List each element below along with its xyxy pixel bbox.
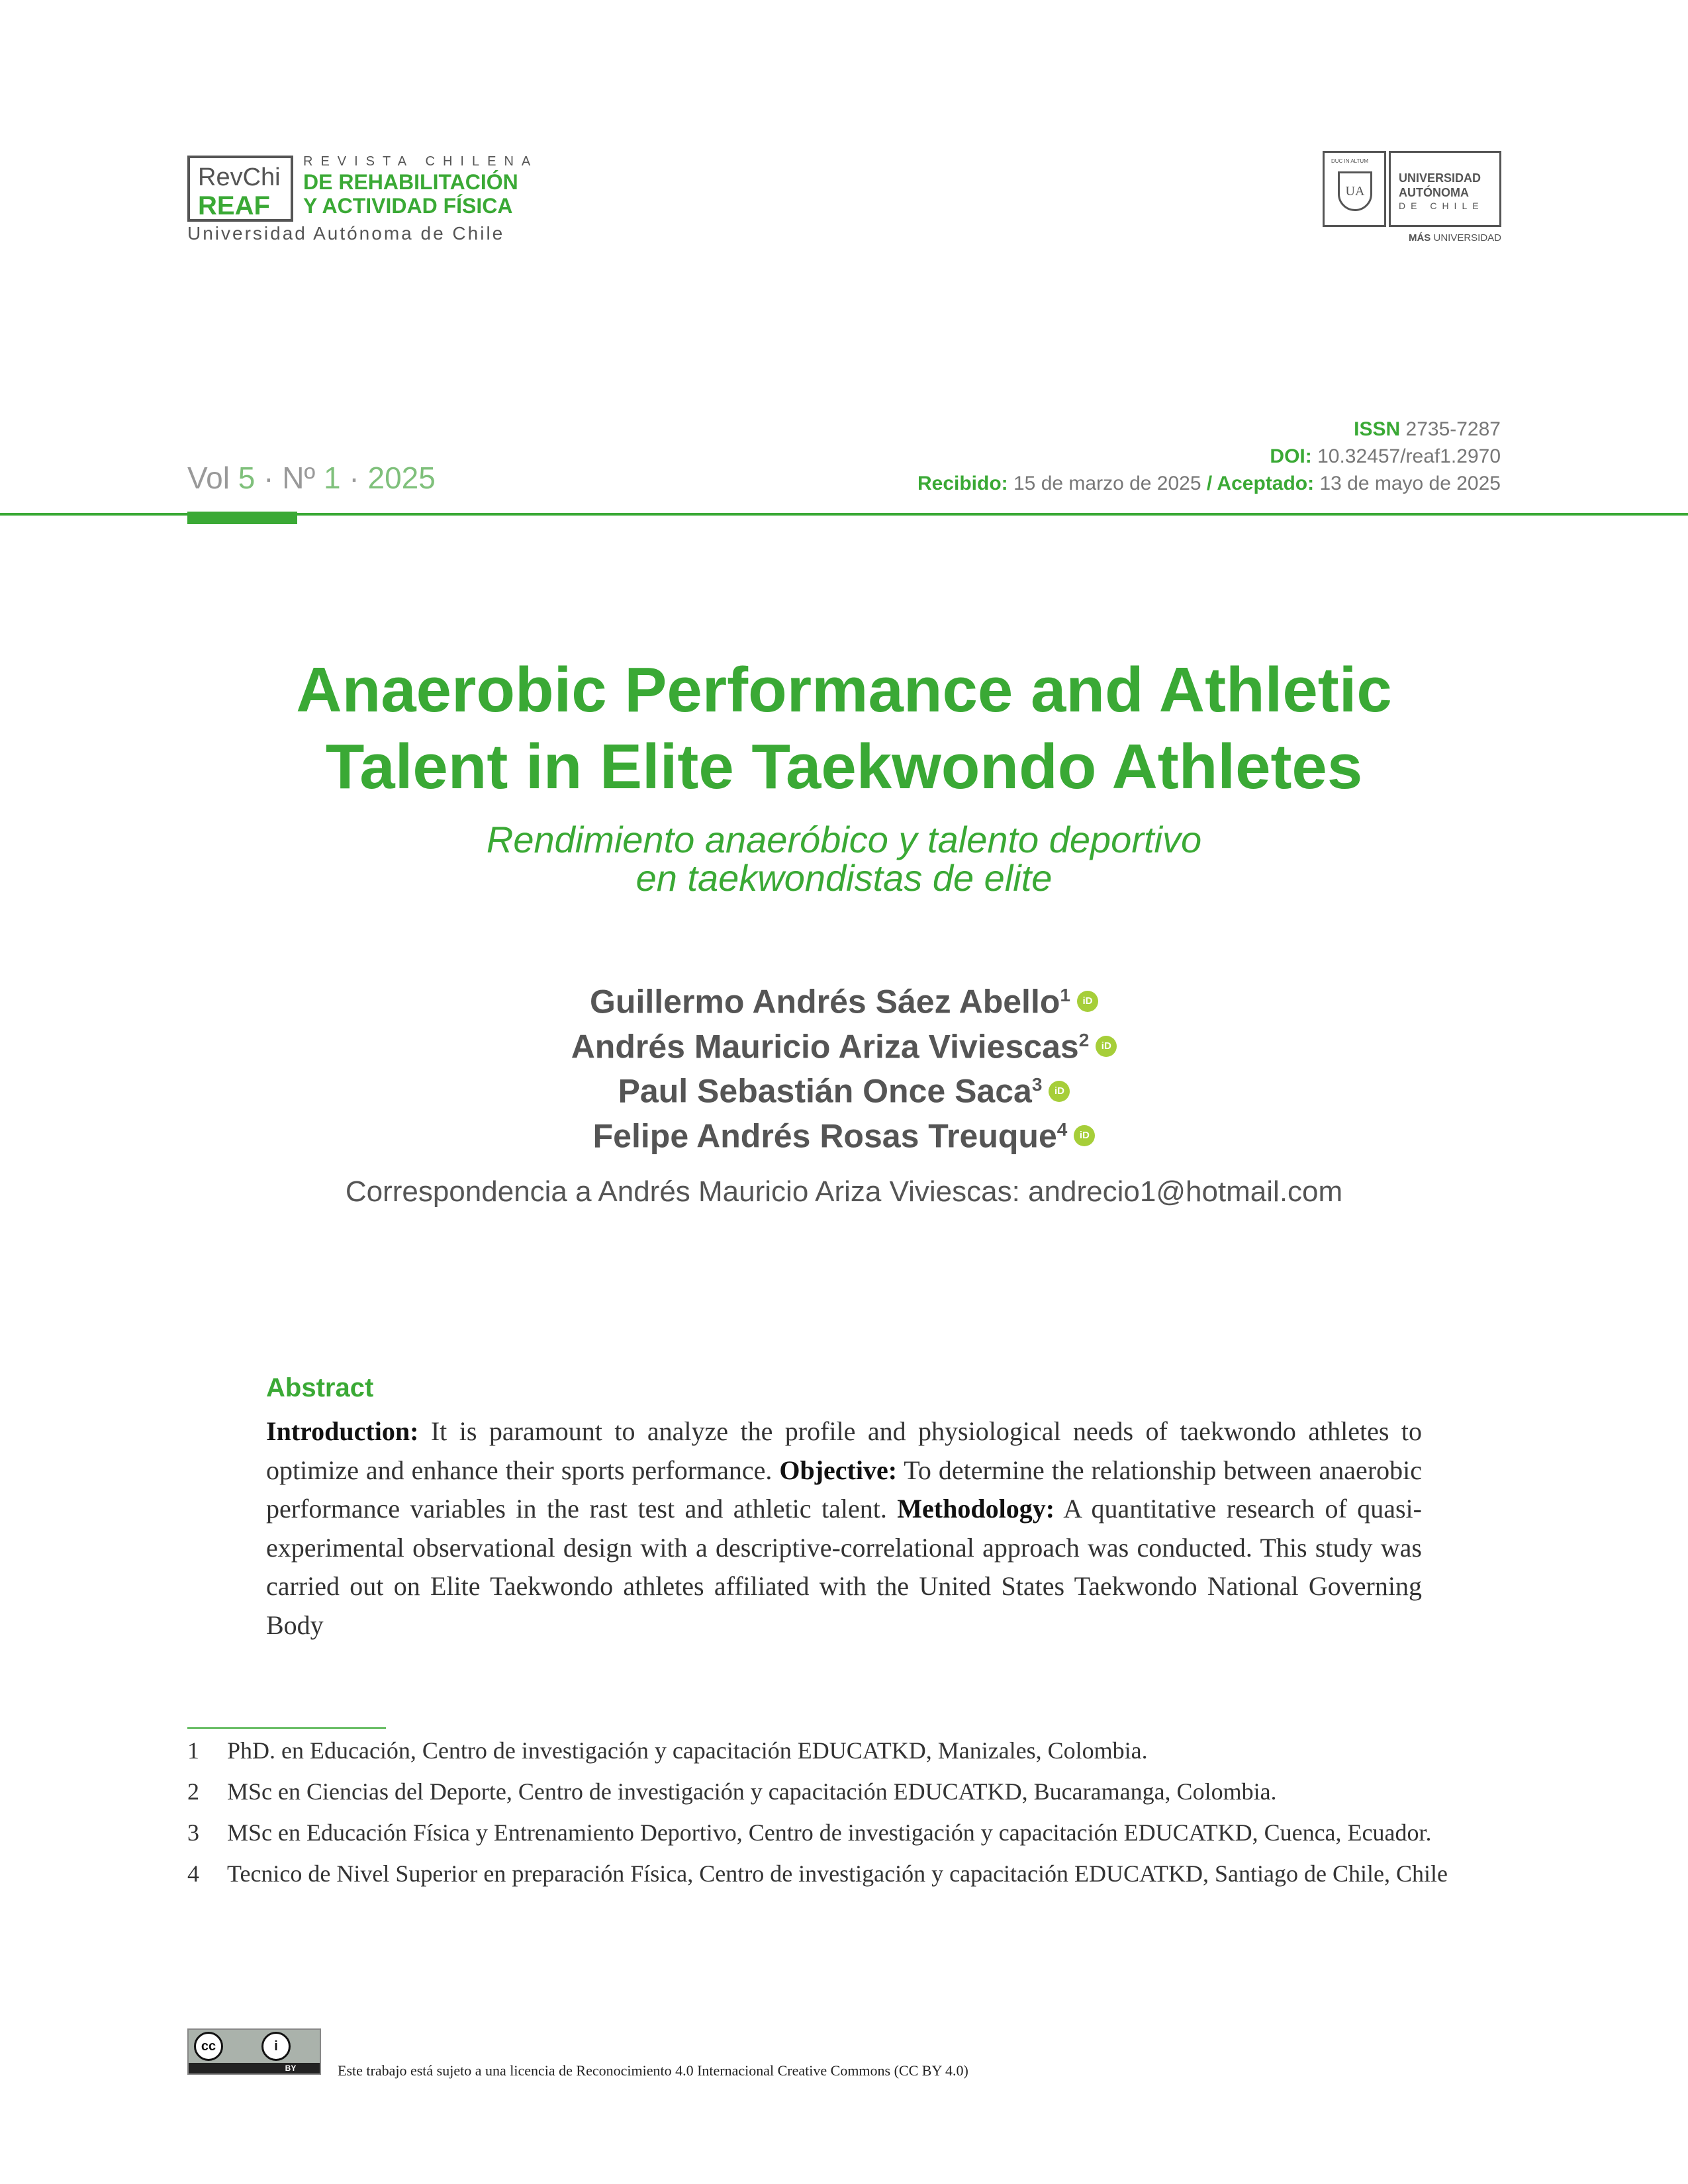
author-name: Paul Sebastián Once Saca	[618, 1072, 1032, 1110]
attribution-person-icon: i	[261, 2032, 291, 2061]
author-name: Andrés Mauricio Ariza Viviescas	[571, 1028, 1079, 1066]
author-name: Felipe Andrés Rosas Treuque	[592, 1117, 1057, 1155]
journal-name-line2: DE REHABILITACIÓN	[303, 170, 518, 194]
received-label: Recibido:	[917, 473, 1008, 494]
ua-motto: DUC IN ALTUM	[1331, 158, 1368, 164]
issn-label: ISSN	[1354, 418, 1401, 440]
orcid-icon[interactable]: iD	[1096, 1036, 1117, 1057]
footnote-text: MSc en Educación Física y Entrenamiento Deportivo, Centro de investigación y capacitación EDUCATKD, Cuenca, Ecuador.	[227, 1819, 1432, 1846]
uni-name-2: AUTÓNOMA	[1399, 186, 1469, 199]
title-line2: Talent in Elite Taekwondo Athletes	[325, 731, 1363, 802]
license-text: Este trabajo está sujeto a una licencia de Reconocimiento 4.0 Internacional Creative Commons (CC BY 4.0)	[338, 2062, 968, 2079]
issn-line	[917, 416, 1501, 443]
intro-text: It is paramount to analyze the profile and physiological needs of taekwondo athletes to optimize and enhance their sports performance.	[266, 1416, 1422, 1485]
footnote-text: MSc en Ciencias del Deporte, Centro de investigación y capacitación EDUCATKD, Bucaramanga, Colombia.	[227, 1778, 1277, 1805]
ua-seal-box	[1323, 151, 1386, 227]
author-name: Guillermo Andrés Sáez Abello	[590, 983, 1060, 1021]
author	[132, 1021, 1556, 1066]
correspondence: Correspondencia a Andrés Mauricio Ariza Viviescas: andrecio1@hotmail.com	[345, 1175, 1343, 1208]
footnote-number: 4	[187, 1860, 199, 1887]
footnote	[187, 1775, 1501, 1808]
subtitle-line2: en taekwondistas de elite	[635, 857, 1053, 899]
dates-line	[917, 470, 1501, 497]
intro-label: Introduction:	[266, 1416, 419, 1446]
article-title	[132, 652, 1556, 805]
objective-text: To determine the relationship between anaerobic performance variables in the rast test and athletic talent.	[266, 1455, 1422, 1524]
university-logo	[1323, 151, 1503, 247]
author-affiliation-mark: 2	[1078, 1029, 1090, 1050]
orcid-icon[interactable]: iD	[1049, 1081, 1070, 1102]
method-text: A quantitative research of quasi-experimental observational design with a descriptive-correlational approach was conducted. This study was carried out on Elite Taekwondo athletes affiliated with the United States Taekwondo National Governing Body	[266, 1494, 1422, 1640]
footnote	[187, 1734, 1501, 1767]
footnote-number: 2	[187, 1778, 199, 1805]
article-subtitle	[132, 821, 1556, 897]
accepted-label: / Aceptado:	[1206, 473, 1315, 494]
vol-label: Vol	[187, 461, 238, 495]
footnote-rule	[187, 1727, 386, 1729]
orcid-icon[interactable]: iD	[1077, 991, 1098, 1012]
vol-number: 5	[238, 461, 256, 495]
author	[132, 1111, 1556, 1156]
objective-label: Objective:	[779, 1455, 898, 1485]
subtitle-line1: Rendimiento anaeróbico y talento deportivo	[486, 819, 1202, 860]
abstract-heading: Abstract	[266, 1373, 374, 1402]
uni-name-box	[1389, 151, 1501, 227]
num-label: · Nº	[255, 461, 324, 495]
uni-name-3: DE CHILE	[1399, 201, 1484, 211]
author	[132, 1066, 1556, 1111]
header-rule-accent	[187, 512, 297, 524]
cc-by-badge[interactable]	[187, 2028, 321, 2075]
footnotes	[187, 1734, 1501, 1898]
title-line1: Anaerobic Performance and Athletic	[296, 655, 1392, 725]
cc-badge-top	[189, 2030, 320, 2063]
uni-name-1: UNIVERSIDAD	[1399, 171, 1481, 185]
journal-name-line1: REVISTA CHILENA	[303, 154, 539, 169]
logo-abbr-top: RevChi	[198, 163, 281, 191]
journal-name-line3: Y ACTIVIDAD FÍSICA	[303, 194, 513, 218]
issue-year: 2025	[367, 461, 436, 495]
logo-abbr-bottom: REAF	[198, 191, 270, 220]
cc-icon: cc	[194, 2032, 223, 2061]
cc-by-label: BY	[285, 2064, 297, 2073]
issue-info	[187, 460, 436, 496]
tagline-bold: MÁS	[1408, 232, 1431, 244]
uni-tagline	[1389, 232, 1501, 244]
footnote	[187, 1857, 1501, 1890]
tagline-rest: UNIVERSIDAD	[1430, 232, 1501, 244]
doi-label: DOI:	[1270, 445, 1312, 467]
footnote-number: 3	[187, 1819, 199, 1846]
ua-shield-icon: UA	[1338, 171, 1372, 211]
journal-logo	[187, 149, 545, 248]
footnote-number: 1	[187, 1737, 199, 1764]
received-date: 15 de marzo de 2025	[1008, 473, 1207, 494]
footnote-text: Tecnico de Nivel Superior en preparación Física, Centro de investigación y capacitación EDUCATKD, Santiago de Chile, Chile	[227, 1860, 1448, 1887]
accepted-date: 13 de mayo de 2025	[1314, 473, 1501, 494]
article-meta	[917, 416, 1501, 497]
footnote	[187, 1816, 1501, 1849]
orcid-icon[interactable]: iD	[1074, 1125, 1095, 1146]
issn-value: 2735-7287	[1400, 418, 1501, 440]
revchi-logo-box	[187, 156, 293, 222]
author-affiliation-mark: 4	[1056, 1118, 1068, 1140]
author	[132, 976, 1556, 1021]
journal-university: Universidad Autónoma de Chile	[187, 223, 505, 244]
author-affiliation-mark: 1	[1060, 985, 1070, 1005]
year-sep: ·	[340, 461, 368, 495]
abstract-body	[266, 1412, 1422, 1645]
method-label: Methodology:	[897, 1494, 1055, 1524]
doi-line	[917, 443, 1501, 470]
issue-number: 1	[324, 461, 341, 495]
doi-link[interactable]: 10.32457/reaf1.2970	[1311, 445, 1501, 467]
footnote-text: PhD. en Educación, Centro de investigación y capacitación EDUCATKD, Manizales, Colombia.	[227, 1737, 1148, 1764]
author-affiliation-mark: 3	[1031, 1074, 1043, 1095]
author-list	[132, 976, 1556, 1156]
